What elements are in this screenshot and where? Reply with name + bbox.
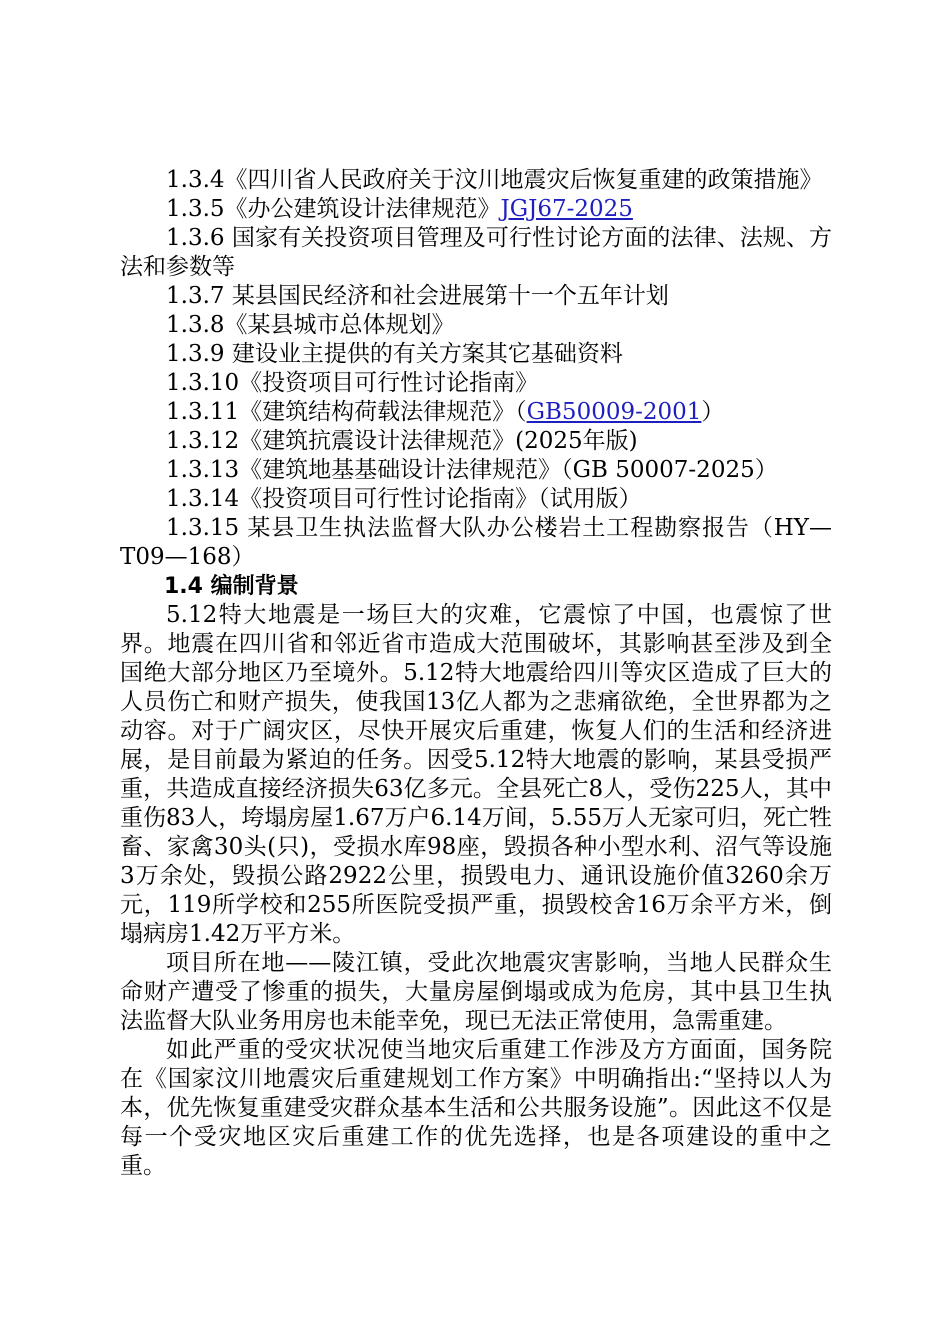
reference-item: 1.3.10《投资项目可行性讨论指南》 (166, 370, 539, 396)
reference-item: 1.3.6 国家有关投资项目管理及可行性讨论方面的法律、法规、方法和参数等 (120, 225, 832, 280)
body-paragraph: 5.12特大地震是一场巨大的灾难，它震惊了中国，也震惊了世界。地震在四川省和邻近省市造成大范围破坏，其影响甚至涉及到全国绝大部分地区乃至境外。5.12特大地震给四川等灾区造成了巨大的人员伤亡和财产损失，使我国13亿人都为之悲痛欲绝，全世界都为之动容。对于广阔灾区，尽快开展灾后重建，恢复人们的生活和经济进展，是目前最为紧迫的任务。因受5.12特大地震的影响，某县受损严重，共造成直接经济损失63亿多元。全县死亡8人，受伤225人，其中重伤83人，垮塌房屋1.67万户6.14万间，5.55万人无家可归，死亡牲畜、家禽30头(只)，受损水库98座，毁损各种小型水利、沼气等设施3万余处，毁损公路2922公里，损毁电力、通讯设施价值3260余万元，119所学校和255所医院受损严重，损毁校舍16万余平方米，倒塌病房1.42万平方米。 (120, 602, 832, 947)
reference-item: 1.3.8《某县城市总体规划》 (166, 312, 455, 338)
reference-item: 1.3.11《建筑结构荷载法律规范》（GB50009-2001） (166, 399, 725, 425)
reference-item: 1.3.5《办公建筑设计法律规范》JGJ67-2025 (166, 196, 633, 222)
reference-item: 1.3.13《建筑地基基础设计法律规范》（GB 50007-2025） (166, 457, 778, 483)
body-paragraph: 项目所在地——陵江镇，受此次地震灾害影响，当地人民群众生命财产遭受了惨重的损失，大量房屋倒塌或成为危房，其中县卫生执法监督大队业务用房也未能幸免，现已无法正常使用，急需重建。 (120, 950, 832, 1034)
standard-link[interactable]: JGJ67-2025 (500, 196, 633, 222)
document-page (120, 166, 832, 1181)
reference-item: 1.3.4《四川省人民政府关于汶川地震灾后恢复重建的政策措施》 (166, 167, 823, 193)
reference-item: 1.3.14《投资项目可行性讨论指南》（试用版） (166, 486, 642, 512)
body-paragraph: 如此严重的受灾状况使当地灾后重建工作涉及方方面面，国务院在《国家汶川地震灾后重建规划工作方案》中明确指出:“坚持以人为本，优先恢复重建受灾群众基本生活和公共服务设施”。因此这不仅是每一个受灾地区灾后重建工作的优先选择，也是各项建设的重中之重。 (120, 1037, 832, 1179)
reference-item: 1.3.12《建筑抗震设计法律规范》(2025年版) (166, 428, 638, 454)
standard-link[interactable]: GB50009-2001 (526, 399, 702, 425)
reference-item: 1.3.7 某县国民经济和社会进展第十一个五年计划 (166, 283, 669, 309)
section-heading: 1.4 编制背景 (164, 574, 299, 599)
reference-item: 1.3.15 某县卫生执法监督大队办公楼岩土工程勘察报告（HY—T09—168） (120, 515, 832, 570)
reference-item: 1.3.9 建设业主提供的有关方案其它基础资料 (166, 341, 623, 367)
